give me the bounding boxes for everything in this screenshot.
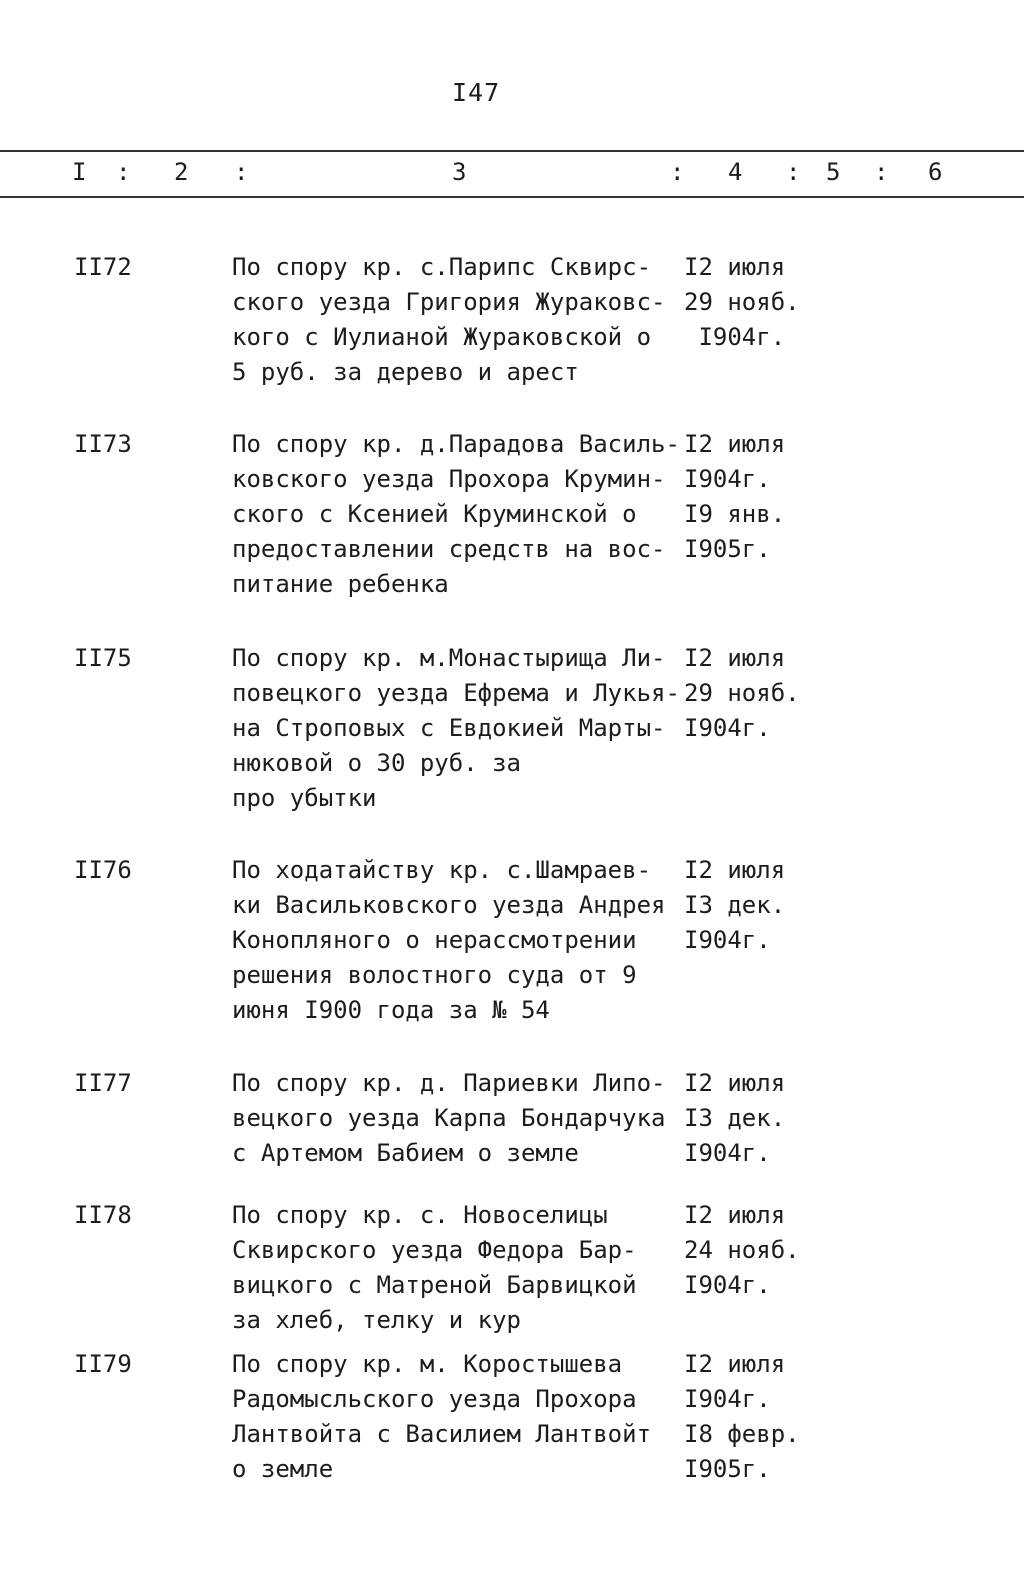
date-line: I3 дек. xyxy=(684,891,786,919)
description-line: июня I900 года за № 54 xyxy=(232,996,550,1024)
column-separator: : xyxy=(234,158,249,186)
page-number: I47 xyxy=(452,78,501,107)
entry-description xyxy=(232,427,682,602)
entry-dates xyxy=(684,1347,834,1487)
description-line: По спору кр. м.Монастырища Ли- xyxy=(232,644,666,672)
entry-description xyxy=(232,1066,682,1171)
entry-description xyxy=(232,641,682,816)
description-line: ского уезда Григория Жураковс- xyxy=(232,288,666,316)
date-line: 29 нояб. xyxy=(684,679,800,707)
description-line: Сквирского уезда Федора Бар- xyxy=(232,1236,637,1264)
column-header-6: 6 xyxy=(928,158,943,186)
description-line: с Артемом Бабием о земле xyxy=(232,1139,579,1167)
description-line: ского с Ксенией Круминской о xyxy=(232,500,637,528)
date-line: I8 февр. xyxy=(684,1420,800,1448)
entry-dates xyxy=(684,250,834,355)
entry-number: II72 xyxy=(74,253,132,281)
date-line: I9 янв. xyxy=(684,500,786,528)
description-line: предоставлении средств на вос- xyxy=(232,535,666,563)
entry-dates xyxy=(684,427,834,567)
date-line: I2 июля xyxy=(684,430,786,458)
date-line: I904г. xyxy=(684,926,771,954)
date-line: I904г. xyxy=(684,1385,771,1413)
date-line: I3 дек. xyxy=(684,1104,786,1132)
column-separator: : xyxy=(116,158,131,186)
column-separator: : xyxy=(786,158,801,186)
description-line: 5 руб. за дерево и арест xyxy=(232,358,579,386)
column-header-1: I xyxy=(72,158,87,186)
column-separator: : xyxy=(874,158,889,186)
entry-number: II77 xyxy=(74,1069,132,1097)
description-line: нюковой о 30 руб. за xyxy=(232,749,521,777)
description-line: на Строповых с Евдокией Марты- xyxy=(232,714,666,742)
description-line: По ходатайству кр. с.Шамраев- xyxy=(232,856,652,884)
description-line: ки Васильковского уезда Андрея xyxy=(232,891,666,919)
entry-description xyxy=(232,1347,682,1487)
description-line: По спору кр. м. Коростышева xyxy=(232,1350,623,1378)
description-line: питание ребенка xyxy=(232,570,449,598)
entry-description xyxy=(232,1198,682,1338)
date-line: I904г. xyxy=(684,714,771,742)
entry-number: II73 xyxy=(74,430,132,458)
description-line: Радомысльского уезда Прохора xyxy=(232,1385,637,1413)
description-line: ковского уезда Прохора Крумин- xyxy=(232,465,666,493)
entry-number: II79 xyxy=(74,1350,132,1378)
date-line: I2 июля xyxy=(684,1069,786,1097)
date-line: I2 июля xyxy=(684,644,786,672)
description-line: про убытки xyxy=(232,784,377,812)
date-line: I905г. xyxy=(684,535,771,563)
description-line: Лантвойта с Василием Лантвойт xyxy=(232,1420,652,1448)
date-line: I904г. xyxy=(684,1139,771,1167)
date-line: I904г. xyxy=(684,323,786,351)
description-line: за хлеб, телку и кур xyxy=(232,1306,521,1334)
entry-number: II75 xyxy=(74,644,132,672)
date-line: I2 июля xyxy=(684,856,786,884)
entry-description xyxy=(232,250,682,390)
entry-dates xyxy=(684,1066,834,1171)
column-header-4: 4 xyxy=(728,158,743,186)
description-line: кого с Иулианой Жураковской о xyxy=(232,323,652,351)
date-line: I2 июля xyxy=(684,253,786,281)
description-line: решения волостного суда от 9 xyxy=(232,961,637,989)
description-line: Конопляного о нерассмотрении xyxy=(232,926,637,954)
column-header-3: 3 xyxy=(452,158,467,186)
description-line: По спору кр. с.Парипс Сквирс- xyxy=(232,253,652,281)
date-line: I904г. xyxy=(684,465,771,493)
description-line: По спору кр. д. Париевки Липо- xyxy=(232,1069,666,1097)
column-header-2: 2 xyxy=(174,158,189,186)
description-line: вицкого с Матреной Барвицкой xyxy=(232,1271,637,1299)
date-line: 24 нояб. xyxy=(684,1236,800,1264)
entry-number: II78 xyxy=(74,1201,132,1229)
date-line: I905г. xyxy=(684,1455,771,1483)
header-rule-top xyxy=(0,150,1024,152)
entry-dates xyxy=(684,853,834,958)
date-line: I2 июля xyxy=(684,1350,786,1378)
entry-number: II76 xyxy=(74,856,132,884)
entry-description xyxy=(232,853,682,1028)
description-line: По спору кр. с. Новоселицы xyxy=(232,1201,608,1229)
description-line: о земле xyxy=(232,1455,334,1483)
entry-dates xyxy=(684,641,834,746)
date-line: 29 нояб. xyxy=(684,288,800,316)
date-line: I904г. xyxy=(684,1271,771,1299)
column-separator: : xyxy=(670,158,685,186)
description-line: повецкого уезда Ефрема и Лукья- xyxy=(232,679,680,707)
column-header-5: 5 xyxy=(826,158,841,186)
entry-dates xyxy=(684,1198,834,1303)
description-line: вецкого уезда Карпа Бондарчука xyxy=(232,1104,666,1132)
header-rule-bottom xyxy=(0,196,1024,198)
date-line: I2 июля xyxy=(684,1201,786,1229)
description-line: По спору кр. д.Парадова Василь- xyxy=(232,430,680,458)
